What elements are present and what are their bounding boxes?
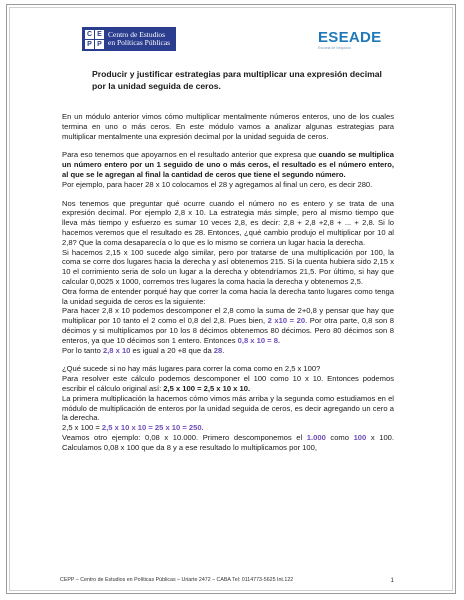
highlight: 1.000 <box>306 432 326 442</box>
esede-logo-name: ESEADE <box>318 29 382 46</box>
highlight: 0,8 x 10 = 8. <box>237 335 281 345</box>
page-footer <box>60 577 394 584</box>
paragraph: Por ejemplo, para hacer 28 x 10 colocamos el 28 y agregamos al final un cero, es decir 280. <box>62 179 373 189</box>
paragraph: Para resolver este cálculo podemos descomponer el 100 como 10 x 10. Entonces podemos escribir el cálculo original así: 2,5 x 100 = 2,5 x 10 x 10. <box>62 374 394 393</box>
paragraph: Veamos otro ejemplo: 0,08 x 10.000. Primero descomponemos el 1.000 como 100 x 100. Calculamos 0,08 x 100 que da 8 y a ese resultado lo multiplicamos por 100, <box>62 432 395 452</box>
paragraph: ¿Qué sucede si no hay más lugares para correr la coma como en 2,5 x 100? <box>62 364 321 374</box>
cepp-logo-mark: C E P P <box>85 30 104 49</box>
highlight: 2 x10 = 20 <box>267 316 306 326</box>
bold-expression: 2,5 x 100 = 2,5 x 10 x 10. <box>163 383 251 393</box>
paragraph: Otra forma de entender porqué hay que correr la coma hacia la derecha tanto lugares como tenga la unidad seguida de ceros es la siguiente: <box>62 286 394 306</box>
paragraph: Si hacemos 2,15 x 100 sucede algo similar, pero por tratarse de una multiplicación por 100, la coma se corre dos lugares hacia la derecha y así obtenemos 215. Si la cuenta hubiera sido 2,15 x 10 el corrimiento seria de solo un lugar a la derecha y obtendríamos 21,5. Por último, si hay que calcular 0,0025 x 1000, corremos tres lugares la coma hacia la derecha y obtenemos 2,5. <box>62 247 394 286</box>
esede-logo-subtitle: Escuela de Negocios <box>318 46 351 50</box>
highlight: 2,5 x 10 x 10 = 25 x 10 = 250. <box>101 423 204 433</box>
document-body <box>62 112 394 453</box>
highlight: 100 <box>353 432 367 442</box>
paragraph: Para eso tenemos que apoyarnos en el resultado anterior que expresa que cuando se multiplica un número entero por un 1 seguido de uno o más ceros, el resultado es el número entero, al que se le agregan al final la cantidad de ceros que tiene el segundo número. <box>62 150 394 179</box>
paragraph: Por lo tanto 2,8 x 10 es igual a 20 +8 que da 28. <box>62 345 225 355</box>
cepp-logo-text: Centro de Estudios en Políticas Públicas <box>108 29 171 47</box>
highlight: 2,8 x 10 <box>102 345 131 355</box>
paragraph: En un módulo anterior vimos cómo multiplicar mentalmente números enteros, uno de los cuales termina en uno o más ceros. En este módulo vamos a analizar algunas estrategias para multiplicar mentalmente una expresión decimal por la unidad seguida de ceros. <box>62 112 394 141</box>
esede-logo <box>318 30 382 50</box>
paragraph: Nos tenemos que preguntar qué ocurre cuando el número no es entero y se trata de una expresión decimal. Por ejemplo 2,8 x 10. La estrategia más simple, pero al mismo tiempo que lleva más tiempo y esfuerzo es sumar 10 veces 2,8, es decir: 2,8 + 2,8 +2,8 + ... + 2,8. Si lo hacemos veremos que el resultado es 28. Entonces, ¿qué cambio produjo el multiplicar por 10 al 2,8? Que la coma desaparecía o lo que es lo mismo se corriera un lugar hacia la derecha. <box>62 198 394 247</box>
highlight: 28 <box>213 345 223 355</box>
footer-text: CEPP – Centro de Estudios en Políticas Públicas – Uriarte 2472 – CABA Tel: 0114773-5625 Int.122 <box>60 577 294 583</box>
paragraph: La primera multiplicación la hacemos cómo vimos más arriba y la segunda como estudiamos en el módulo de multiplicación de enteros por la unidad seguida de ceros, es decir agregando un cero a la derecha. <box>62 393 394 423</box>
paragraph: Para hacer 2,8 x 10 podemos descomponer el 2,8 como la suma de 2+0,8 y pensar que hay que multiplicar por 10 tanto el 2 como el 0,8 del 2,8. Pues bien, 2 x10 = 20. Por otra parte, 0,8 son 8 décimos y si multiplicamos por 10 los 8 décimos obtenemos 80 décimos. Pero 80 décimos son 8 enteros, ya que 10 décimos son 1 entero. Entonces 0,8 x 10 = 8. <box>62 306 394 345</box>
bold-rule: cuando se multiplica un número entero por un 1 seguido de uno o más ceros, el resultado es el número entero, al que se le agregan al final la cantidad de ceros que tiene el segundo número. <box>62 150 394 179</box>
document-title: Producir y justificar estrategias para multiplicar una expresión decimal por la unidad seguida de ceros. <box>92 69 382 91</box>
page-number: 1 <box>390 577 394 584</box>
cepp-logo <box>82 27 176 51</box>
paragraph: 2,5 x 100 = 2,5 x 10 x 10 = 25 x 10 = 250. <box>62 423 204 433</box>
